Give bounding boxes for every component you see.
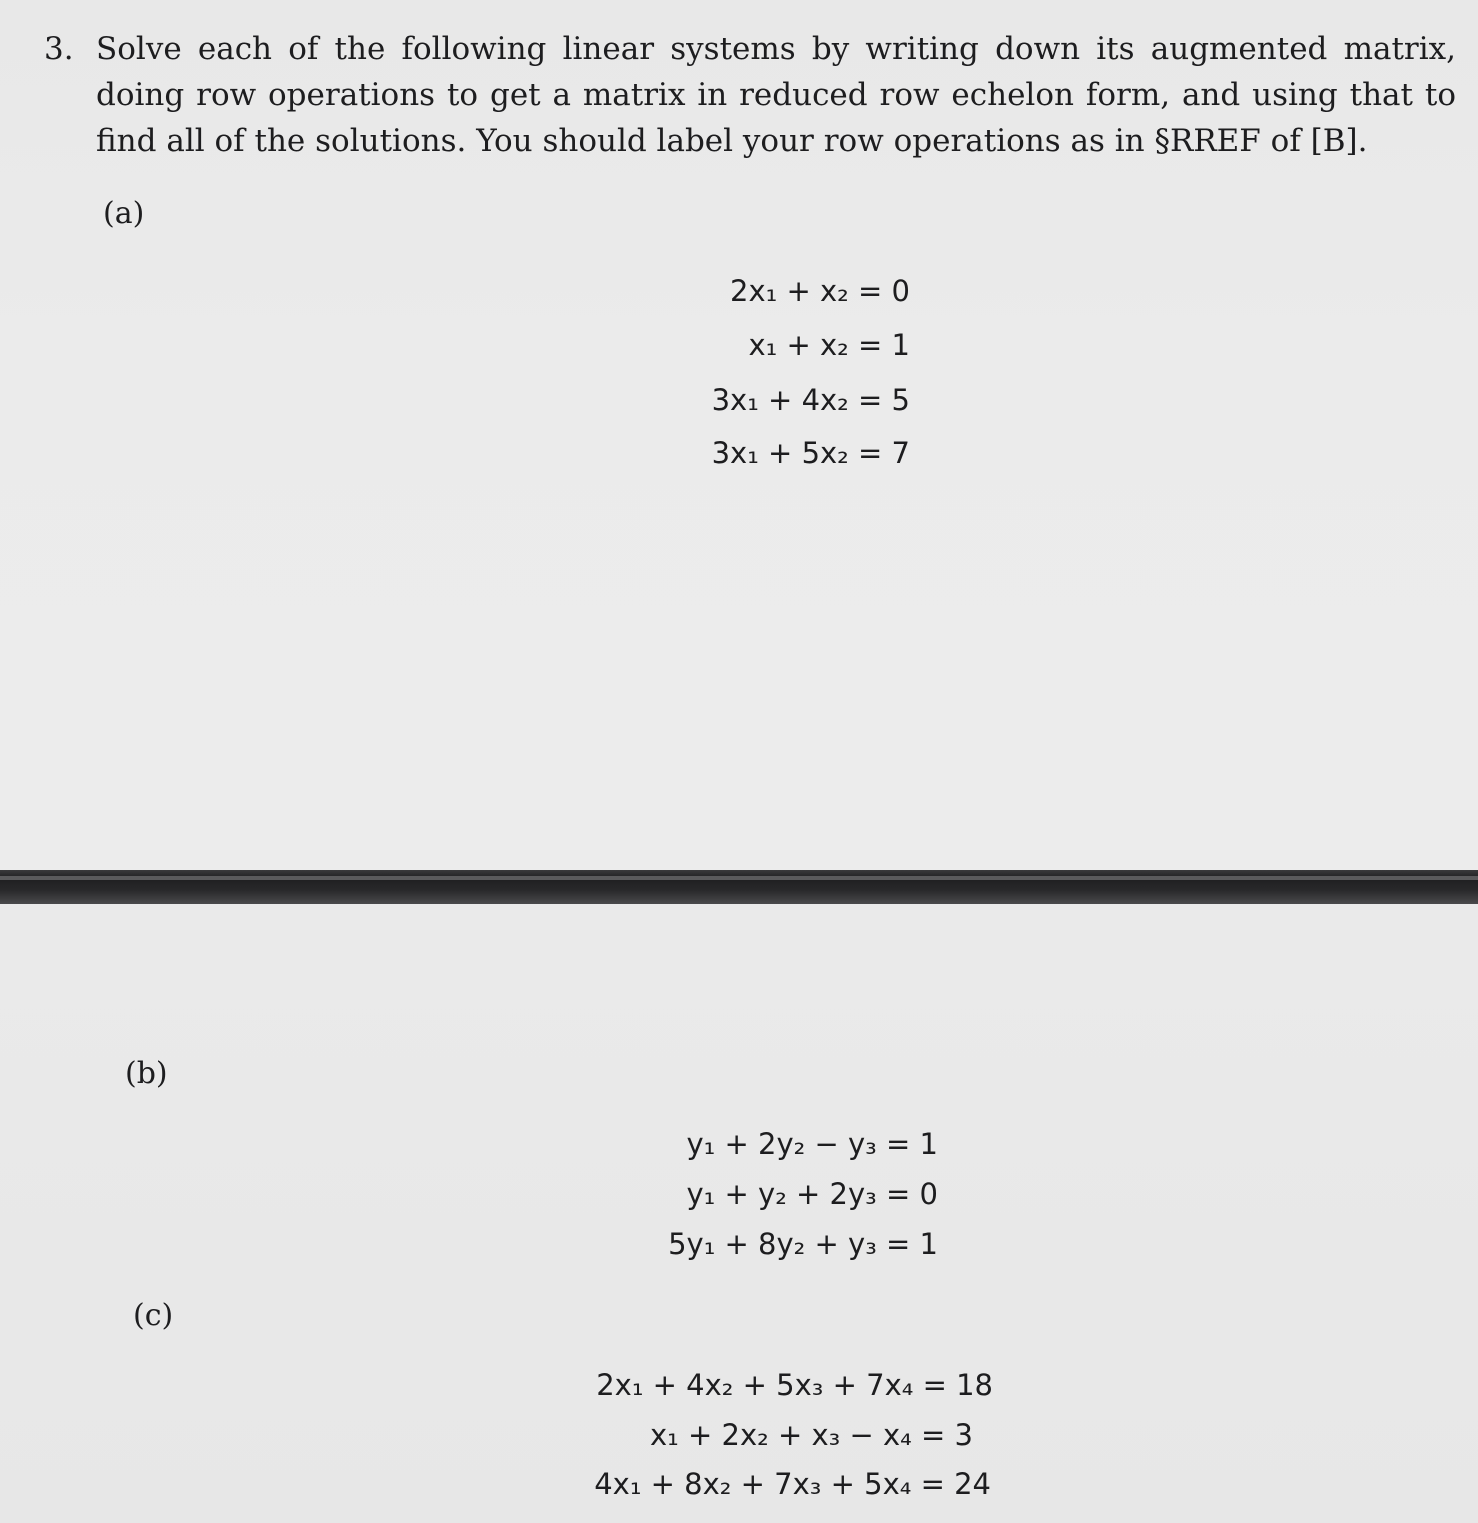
part-a-label: (a): [103, 196, 145, 231]
part-a-equation-4: 3x₁ + 5x₂ = 7: [711, 436, 910, 470]
part-b-equation-3: 5y₁ + 8y₂ + y₃ = 1: [668, 1227, 938, 1261]
part-b-equation-2: y₁ + y₂ + 2y₃ = 0: [686, 1177, 938, 1211]
bezel-highlight: [0, 876, 1478, 880]
part-c-equation-3: 4x₁ + 8x₂ + 7x₃ + 5x₄ = 24: [594, 1467, 991, 1501]
part-b-equation-1: y₁ + 2y₂ − y₃ = 1: [686, 1127, 938, 1161]
part-b-label: (b): [125, 1056, 168, 1091]
part-a-equation-3: 3x₁ + 4x₂ = 5: [711, 383, 910, 417]
part-a-equation-1: 2x₁ + x₂ = 0: [730, 274, 910, 308]
part-a-equation-2: x₁ + x₂ = 1: [748, 328, 910, 362]
problem-text: Solve each of the following linear systems by writing down its augmented matrix, doing row operations to get a matrix in reduced row echelon form, and using that to find all of the solutions. You should label your row operations as in §RREF of [B].: [96, 31, 1456, 159]
part-c-equation-2: x₁ + 2x₂ + x₃ − x₄ = 3: [650, 1418, 973, 1452]
problem-number: 3.: [44, 31, 74, 67]
part-c-label: (c): [133, 1298, 174, 1333]
part-c-equation-1: 2x₁ + 4x₂ + 5x₃ + 7x₄ = 18: [596, 1368, 993, 1402]
